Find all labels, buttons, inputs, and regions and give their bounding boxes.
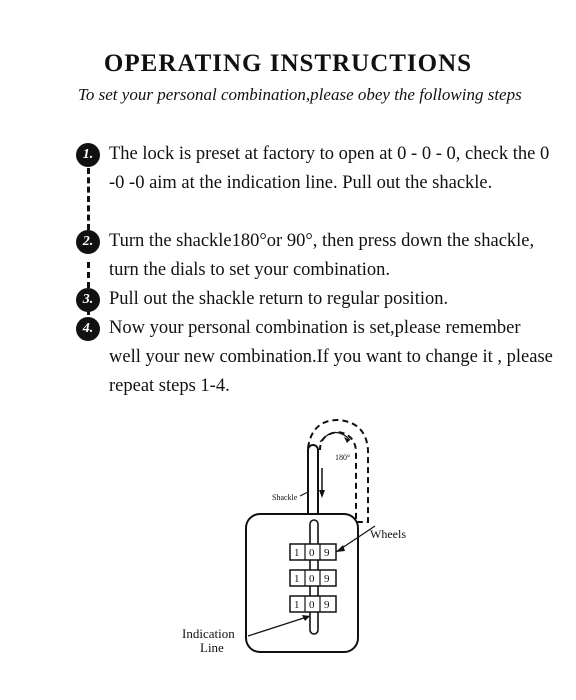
dial-digit: 0 xyxy=(309,547,315,559)
subtitle: To set your personal combination,please obey the following steps xyxy=(78,85,522,104)
step-number-badge: 1. xyxy=(76,143,100,167)
lock-diagram xyxy=(170,410,440,670)
dial-wheel-2[interactable] xyxy=(290,570,336,586)
dial-digit: 1 xyxy=(294,547,300,559)
step-text: Pull out the shackle return to regular position. xyxy=(109,289,449,309)
indication-label-line-1: Indication xyxy=(182,626,235,641)
step-text: The lock is preset at factory to open at 0 - 0 - 0, check the 0 -0 -0 aim at the indication line. Pull out the shackle. xyxy=(109,144,550,193)
press-down-arrowhead xyxy=(319,490,325,498)
dial-wheel-3[interactable] xyxy=(290,596,336,612)
step-number-badge: 2. xyxy=(76,230,100,254)
dial-digit: 9 xyxy=(324,573,330,585)
wheels-label: Wheels xyxy=(370,527,406,541)
step-4 xyxy=(76,314,556,401)
step-text: Now your personal combination is set,please remember well your new combination.If you want to change it , please repeat steps 1-4. xyxy=(109,318,553,396)
dial-digit: 9 xyxy=(324,547,330,559)
step-number-badge: 4. xyxy=(76,317,100,341)
dial-digit: 0 xyxy=(309,599,315,611)
indication-label-line-2: Line xyxy=(200,640,224,655)
dial-digit: 0 xyxy=(309,573,315,585)
step-1 xyxy=(76,140,556,227)
step-number-badge: 3. xyxy=(76,288,100,312)
rotation-arrow xyxy=(320,432,350,442)
shackle-label-leader xyxy=(300,492,308,496)
step-3 xyxy=(76,285,556,314)
rotation-label: 180° xyxy=(335,453,351,462)
shackle-post xyxy=(308,445,318,520)
step-text: Turn the shackle180°or 90°, then press down the shackle, turn the dials to set your combination. xyxy=(109,231,535,280)
dial-wheel-1[interactable] xyxy=(290,544,336,560)
dial-digit: 1 xyxy=(294,573,300,585)
step-2 xyxy=(76,227,556,285)
shackle-label: Shackle xyxy=(272,493,298,502)
page-title: OPERATING INSTRUCTIONS xyxy=(103,50,473,77)
dial-digit: 1 xyxy=(294,599,300,611)
steps-list xyxy=(76,140,556,401)
dial-digit: 9 xyxy=(324,599,330,611)
